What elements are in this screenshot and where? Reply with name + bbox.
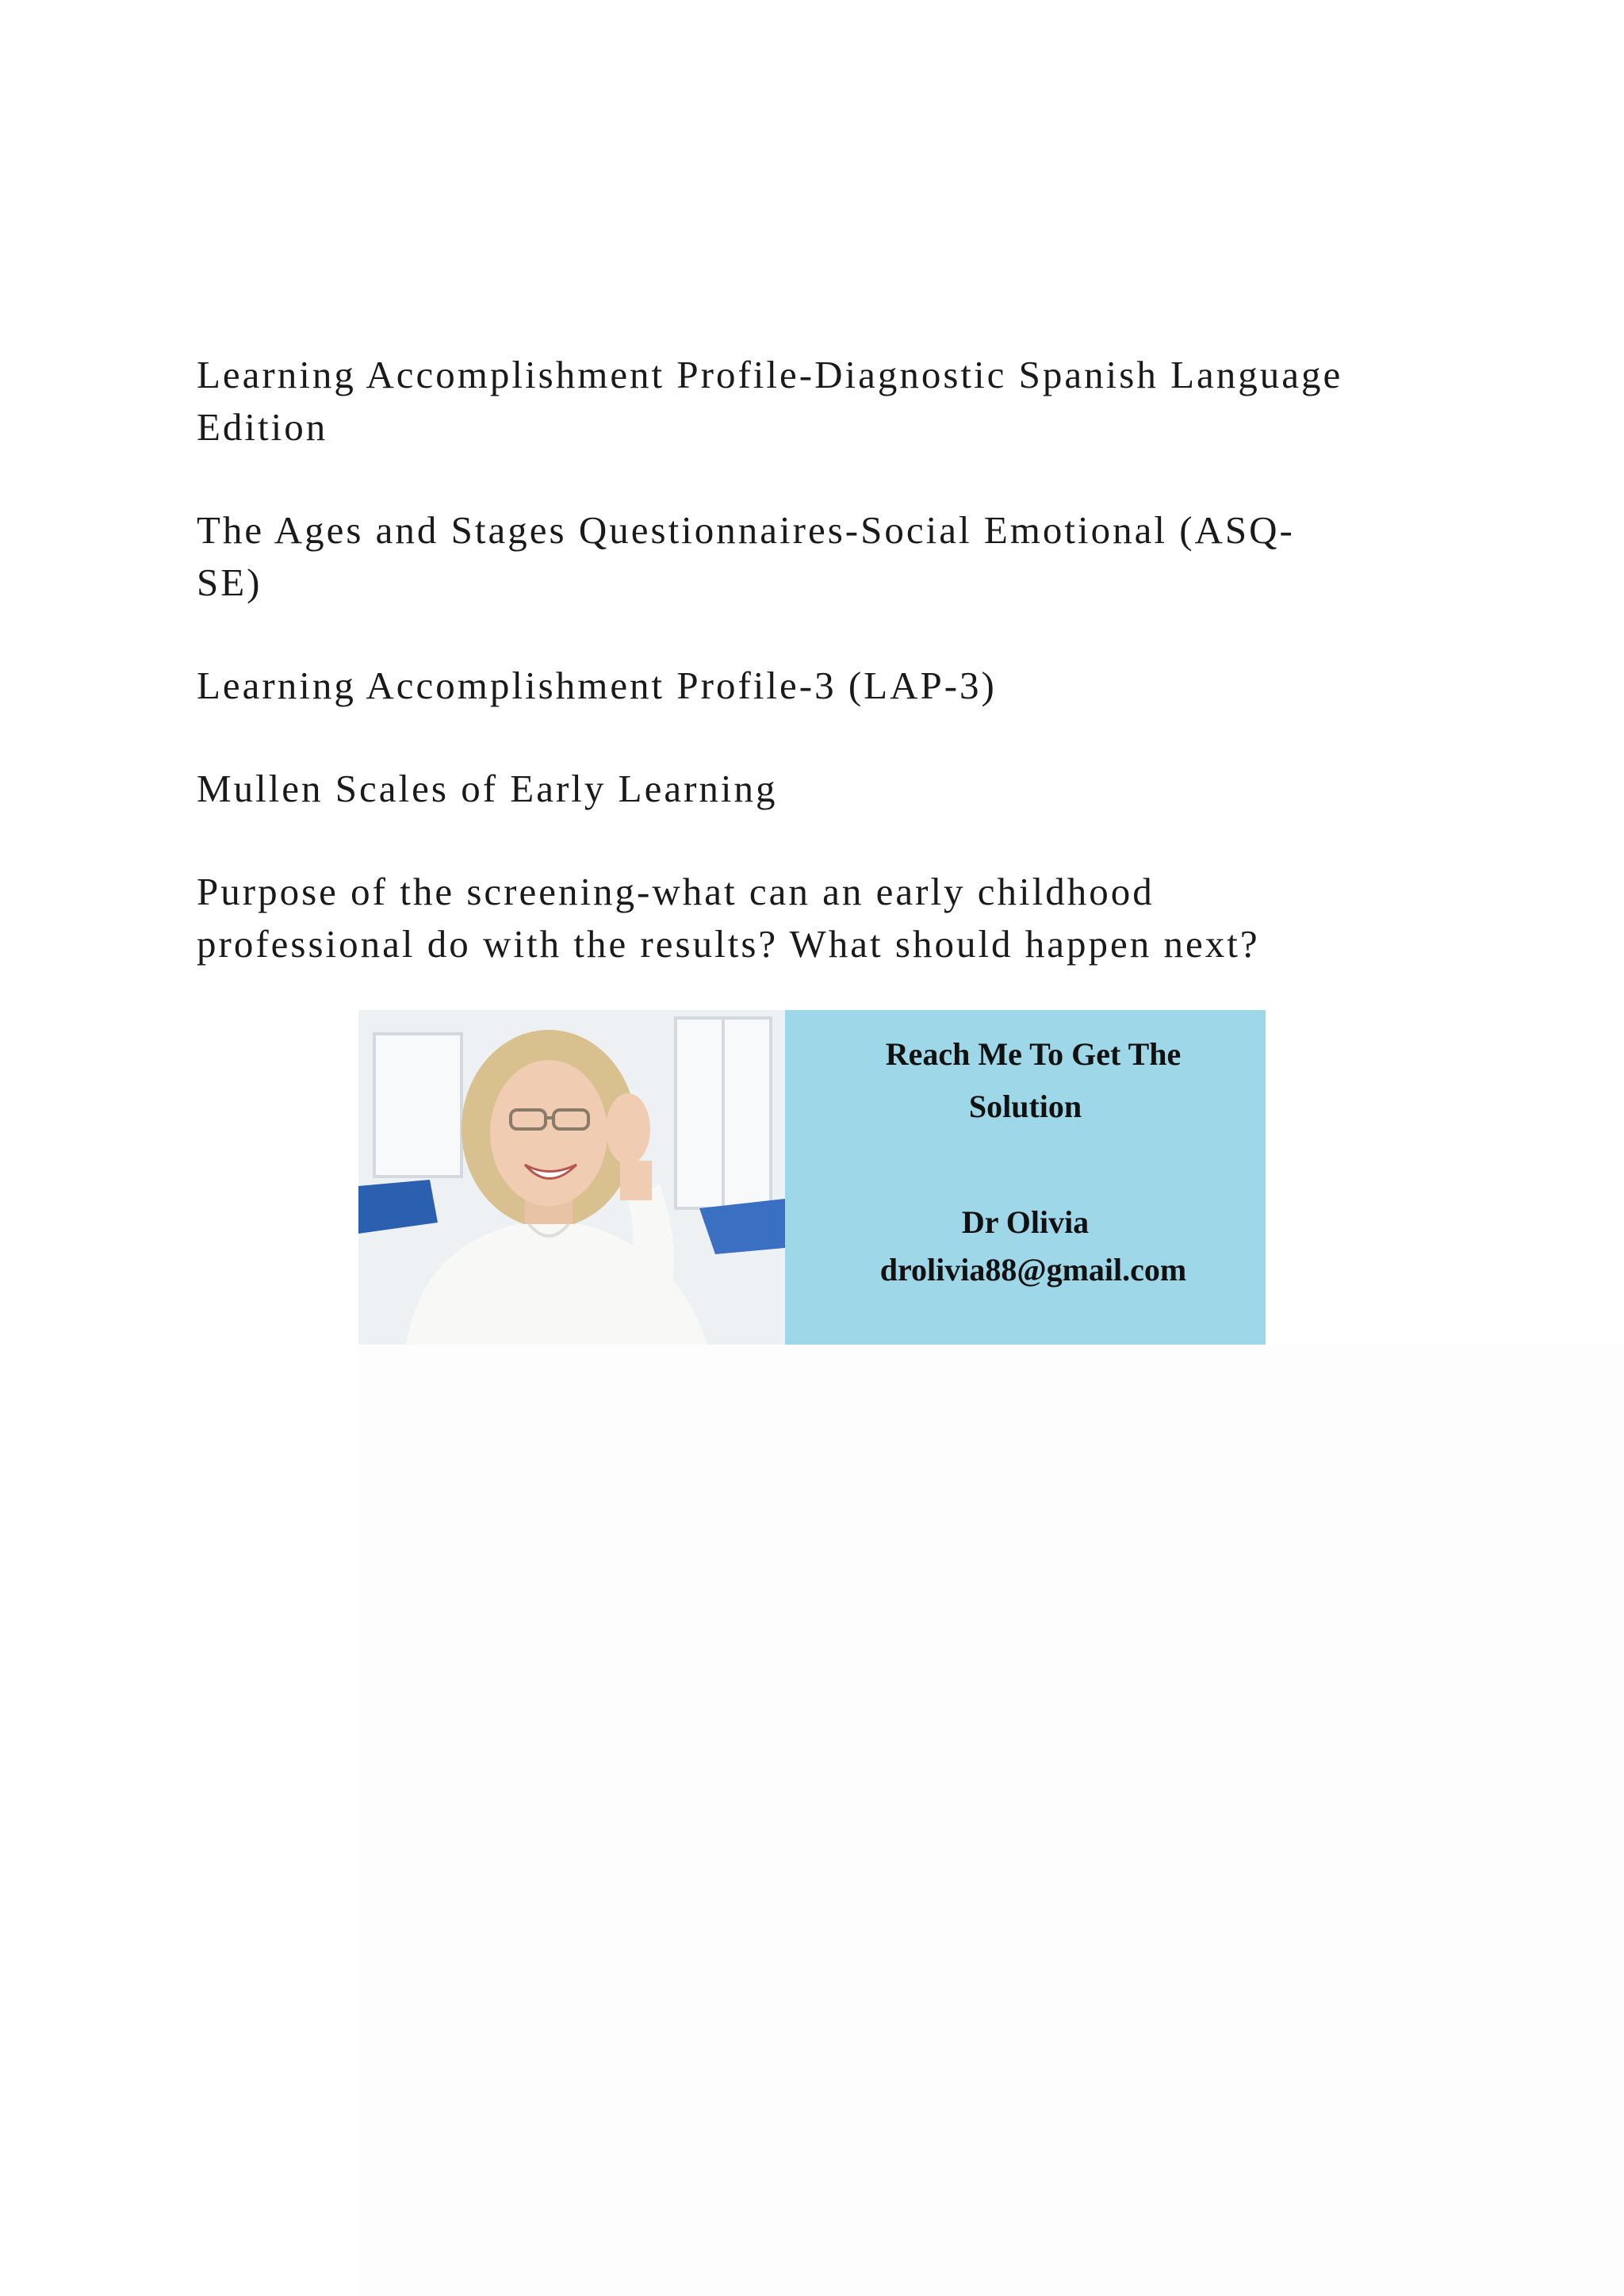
woman-illustration-icon <box>358 1010 785 1345</box>
contact-email[interactable]: drolivia88@gmail.com <box>879 1252 1187 1288</box>
paragraph-mullen-scales: Mullen Scales of Early Learning <box>197 767 778 810</box>
contact-panel <box>785 1010 1266 1345</box>
smiling-woman-photo <box>358 1010 785 1345</box>
document-body <box>197 349 1434 1021</box>
paragraph-screening-purpose: Purpose of the screening-what can an early childhood professional do with the results? What should happen next? <box>197 870 1260 966</box>
background-panel <box>358 1345 1624 2296</box>
banner-heading-line2: Solution <box>968 1089 1082 1124</box>
paragraph-asq-se: The Ages and Stages Questionnaires-Social Emotional (ASQ- SE) <box>197 508 1295 604</box>
contact-name: Dr Olivia <box>961 1204 1090 1240</box>
banner-heading-line1: Reach Me To Get The <box>885 1036 1182 1072</box>
paragraph-lap-3: Learning Accomplishment Profile-3 (LAP-3) <box>197 664 997 707</box>
paragraph-lap-d-spanish: Learning Accomplishment Profile-Diagnostic Spanish Language Edition <box>197 353 1343 449</box>
contact-banner[interactable] <box>358 1010 1266 1345</box>
